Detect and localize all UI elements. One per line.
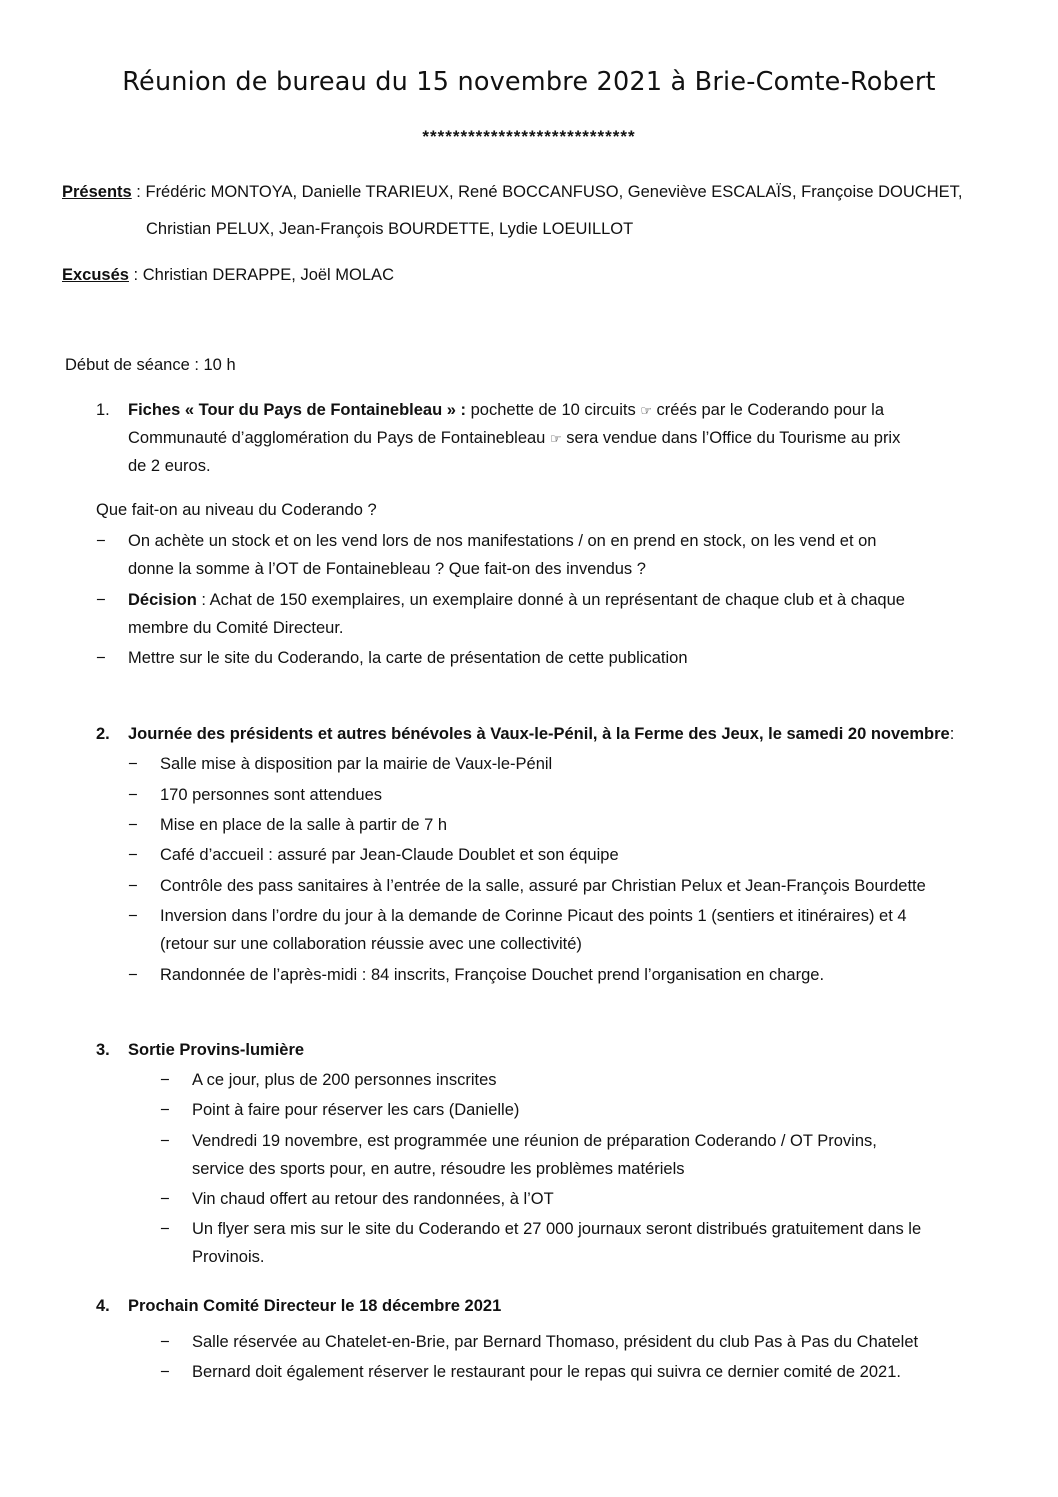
excuses-label: Excusés	[62, 266, 129, 284]
list-item-cont: Provinois.	[192, 1248, 265, 1266]
list-item-cont: donne la somme à l’OT de Fontainebleau ? Que fait-on des invendus ?	[128, 560, 646, 578]
item-1-line-1: Fiches « Tour du Pays de Fontainebleau » : pochette de 10 circuits ☞ créés par le Coderando pour la	[128, 401, 885, 419]
item-4-number: 4.	[96, 1297, 110, 1315]
list-item: On achète un stock et on les vend lors de nos manifestations / on en prend en stock, on les vend et on	[128, 532, 877, 550]
item-2-heading-line: Journée des présidents et autres bénévoles à Vaux-le-Pénil, à la Ferme des Jeux, le samedi 20 novembre:	[128, 725, 955, 743]
excuses-names: Christian DERAPPE, Joël MOLAC	[142, 266, 394, 284]
decision-label: Décision	[128, 591, 197, 609]
session-start: Début de séance : 10 h	[65, 356, 236, 374]
item-2-heading: Journée des présidents et autres bénévoles à Vaux-le-Pénil, à la Ferme des Jeux, le samedi 20 novembre	[128, 725, 950, 743]
list-item-cont: service des sports pour, en autre, résoudre les problèmes matériels	[192, 1160, 685, 1178]
list-item-cont: (retour sur une collaboration réussie avec une collectivité)	[160, 935, 582, 953]
list-item: Salle réservée au Chatelet-en-Brie, par Bernard Thomaso, président du club Pas à Pas du Chatelet	[192, 1333, 919, 1351]
page-title: Réunion de bureau du 15 novembre 2021 à Brie-Comte-Robert	[122, 67, 936, 97]
item-1-line-2: Communauté d’agglomération du Pays de Fontainebleau ☞ sera vendue dans l’Office du Tourisme au prix	[128, 429, 901, 447]
item-1-question: Que fait-on au niveau du Coderando ?	[96, 501, 377, 519]
bullet-dash: −	[128, 907, 138, 925]
separator: ****************************	[422, 127, 636, 146]
bullet-dash: −	[128, 816, 138, 834]
list-item: Un flyer sera mis sur le site du Coderando et 27 000 journaux seront distribués gratuitement dans le	[192, 1220, 922, 1238]
list-item: Bernard doit également réserver le restaurant pour le repas qui suivra ce dernier comité de 2021.	[192, 1363, 901, 1381]
list-item: Point à faire pour réserver les cars (Danielle)	[192, 1101, 520, 1119]
bullet-dash: −	[160, 1101, 170, 1119]
item-2-number: 2.	[96, 725, 110, 743]
list-item-cont: membre du Comité Directeur.	[128, 619, 344, 637]
list-item: 170 personnes sont attendues	[160, 786, 383, 804]
bullet-dash: −	[160, 1220, 170, 1238]
list-item: Décision : Achat de 150 exemplaires, un exemplaire donné à un représentant de chaque club et à chaque	[128, 591, 905, 609]
list-item: Vin chaud offert au retour des randonnées, à l’OT	[192, 1190, 554, 1208]
list-item: Randonnée de l’après-midi : 84 inscrits, Françoise Douchet prend l’organisation en charge.	[160, 966, 825, 984]
bullet-dash: −	[128, 846, 138, 864]
list-item: A ce jour, plus de 200 personnes inscrites	[192, 1071, 497, 1089]
presents-line-2: Christian PELUX, Jean-François BOURDETTE, Lydie LOEUILLOT	[146, 220, 634, 238]
bullet-dash: −	[160, 1190, 170, 1208]
item-4-heading: Prochain Comité Directeur le 18 décembre 2021	[128, 1297, 502, 1315]
item-3-number: 3.	[96, 1041, 110, 1059]
item-3-heading: Sortie Provins-lumière	[128, 1041, 305, 1059]
pointing-hand-icon: ☞	[640, 403, 652, 418]
bullet-dash: −	[160, 1132, 170, 1150]
bullet-dash: −	[160, 1363, 170, 1381]
list-item: Contrôle des pass sanitaires à l’entrée de la salle, assuré par Christian Pelux et Jean-François Bourdette	[160, 877, 926, 895]
bullet-dash: −	[128, 877, 138, 895]
bullet-dash: −	[160, 1071, 170, 1089]
presents-names: Frédéric MONTOYA, Danielle TRARIEUX, René BOCCANFUSO, Geneviève ESCALAÏS, Françoise DOUCHET,	[145, 183, 963, 201]
bullet-dash: −	[96, 591, 106, 609]
list-item: Inversion dans l’ordre du jour à la demande de Corinne Picaut des points 1 (sentiers et itinéraires) et 4	[160, 907, 907, 925]
list-item: Salle mise à disposition par la mairie de Vaux-le-Pénil	[160, 755, 553, 773]
bullet-dash: −	[128, 786, 138, 804]
bullet-dash: −	[96, 649, 106, 667]
list-item: Café d’accueil : assuré par Jean-Claude Doublet et son équipe	[160, 846, 619, 864]
bullet-dash: −	[160, 1333, 170, 1351]
item-1-line-3: de 2 euros.	[128, 457, 211, 475]
item-1-number: 1.	[96, 401, 110, 419]
pointing-hand-icon: ☞	[549, 431, 562, 446]
presents-label: Présents	[62, 183, 132, 201]
item-1-heading: Fiches « Tour du Pays de Fontainebleau » :	[128, 401, 467, 419]
bullet-dash: −	[96, 532, 106, 550]
excuses-line: Excusés : Christian DERAPPE, Joël MOLAC	[62, 266, 394, 284]
bullet-dash: −	[128, 755, 138, 773]
list-item: Mettre sur le site du Coderando, la carte de présentation de cette publication	[128, 649, 688, 667]
presents-line-1: Présents : Frédéric MONTOYA, Danielle TRARIEUX, René BOCCANFUSO, Geneviève ESCALAÏS, Françoise DOUCHET,	[62, 183, 963, 201]
bullet-dash: −	[128, 966, 138, 984]
list-item: Mise en place de la salle à partir de 7 h	[160, 816, 448, 834]
list-item: Vendredi 19 novembre, est programmée une réunion de préparation Coderando / OT Provins,	[192, 1132, 877, 1150]
